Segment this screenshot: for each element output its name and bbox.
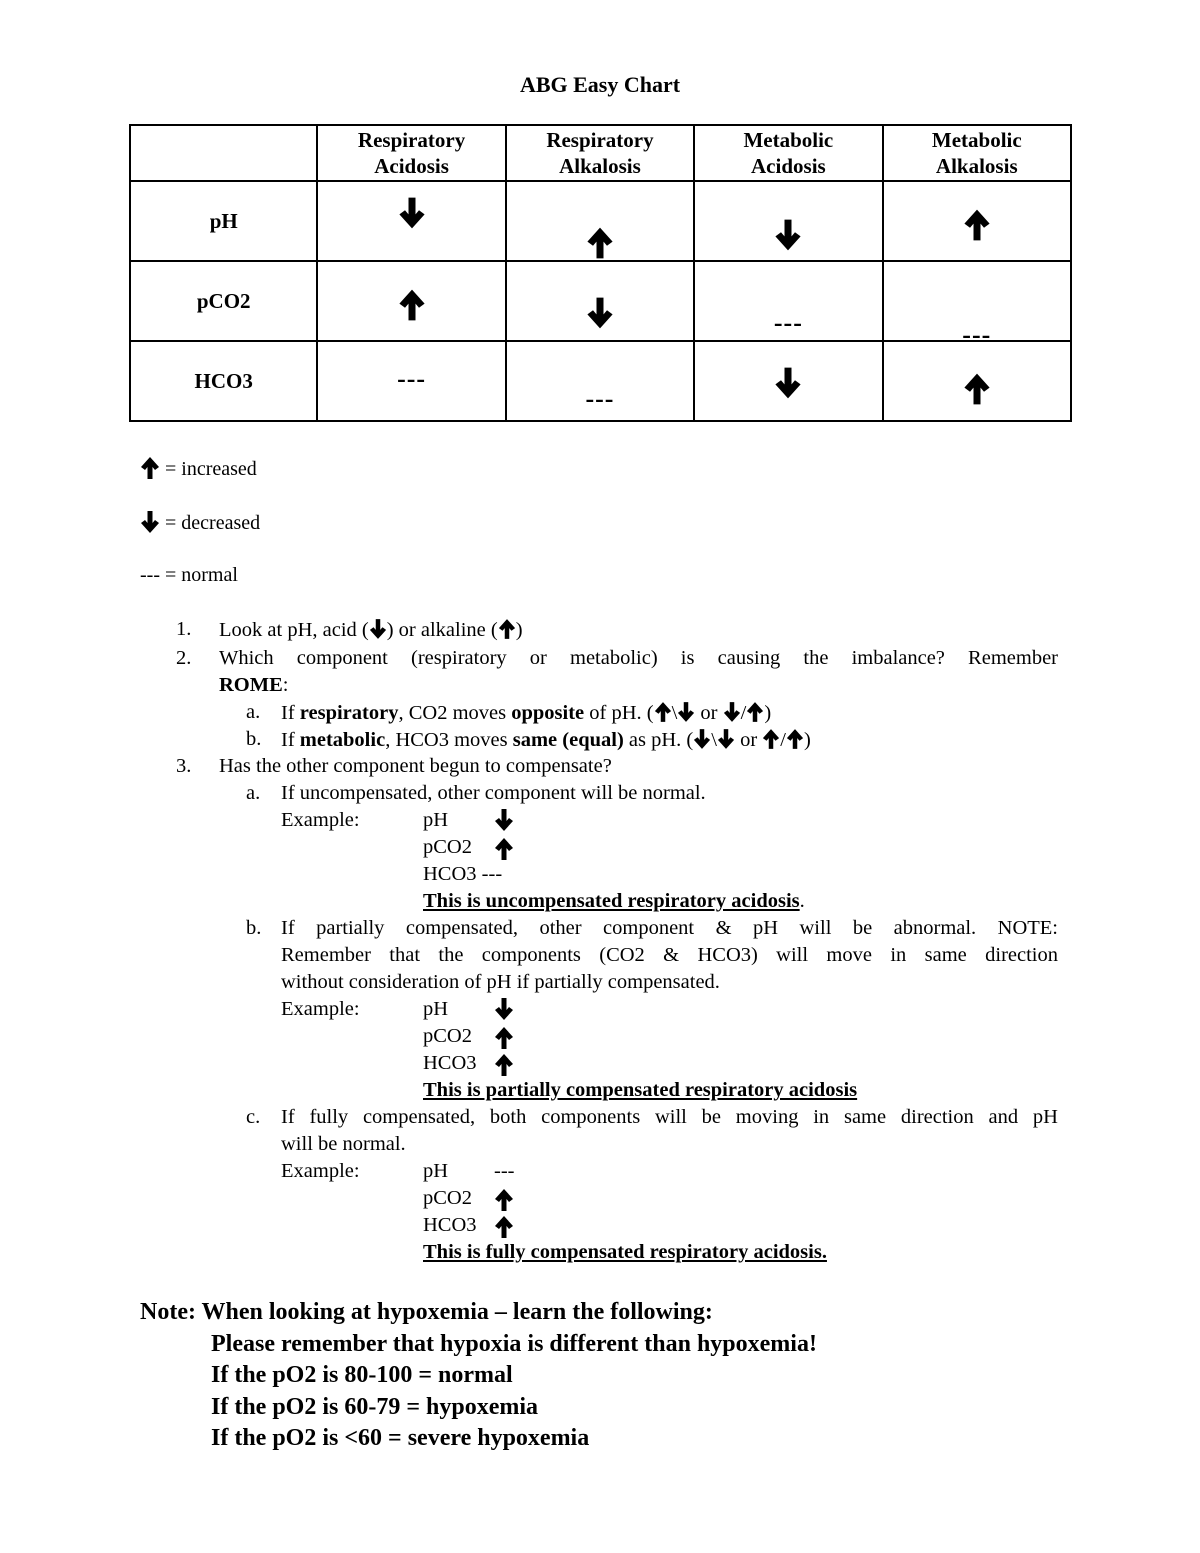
legend-increased: = increased [140,456,257,481]
example-verdict: This is partially compensated respiratory acidosis [423,1079,858,1101]
step-3b-line2: Remember that the components (CO2 & HCO3) will move in same direction [281,944,1058,966]
example-ph: pH [423,809,449,831]
legend-decreased: = decreased [140,510,260,535]
up-arrow-icon [140,456,160,480]
step-2-text: Which component (respiratory or metabolic) is causing the imbalance? Remember [219,647,1058,669]
header-resp-acidosis: Respiratory Acidosis [317,125,505,181]
step-3c-line2: will be normal. [281,1133,406,1155]
abg-table [129,124,1072,422]
example-pco2: pCO2 [423,1187,472,1209]
cell-hco3-resp-acidosis [317,341,505,421]
up-arrow-icon [963,372,991,406]
normal-mark: --- [962,320,992,349]
cell-ph-resp-acidosis [317,181,505,261]
cell-pco2-resp-acidosis [317,261,505,341]
down-arrow-icon [774,366,802,400]
up-arrow-icon [746,701,764,723]
step-2b-text: If metabolic, HCO3 moves same (equal) as pH. ( \ or / ) [281,729,811,751]
down-arrow-icon [398,196,426,230]
down-arrow-icon [140,510,160,534]
cell-hco3-metab-acidosis [694,341,882,421]
up-arrow-icon [494,1215,514,1239]
up-arrow-icon [494,1026,514,1050]
example-verdict: This is uncompensated respiratory acidosis. [423,890,805,912]
list-number: 1. [176,618,192,640]
cell-ph-metab-alkalosis [883,181,1071,261]
header-metab-acidosis: Metabolic Acidosis [694,125,882,181]
down-arrow-icon [369,618,387,640]
step-3a-text: If uncompensated, other component will be normal. [281,782,706,804]
list-letter: a. [246,701,261,723]
list-letter: b. [246,917,262,939]
row-label-pco2: pCO2 [130,261,317,341]
down-arrow-icon [693,728,711,750]
down-arrow-icon [586,296,614,330]
example-ph: pH [423,998,449,1020]
cell-pco2-metab-alkalosis [883,261,1071,349]
cell-pco2-metab-acidosis [694,261,882,341]
table-header-row [130,125,1071,181]
step-2-rome: ROME: [219,674,289,696]
step-3c-line1: If fully compensated, both components will be moving in same direction and pH [281,1106,1058,1128]
cell-hco3-metab-alkalosis [883,341,1071,421]
down-arrow-icon [494,808,514,832]
example-label: Example: [281,998,360,1020]
note-line: Please remember that hypoxia is different than hypoxemia! [211,1331,817,1357]
page-title: ABG Easy Chart [519,72,681,97]
down-arrow-icon [717,728,735,750]
down-arrow-icon [677,701,695,723]
table-row [130,261,1071,341]
step-3-text: Has the other component begun to compensate? [219,755,612,777]
up-arrow-icon [494,837,514,861]
cell-ph-metab-acidosis [694,181,882,261]
cell-hco3-resp-alkalosis [506,341,694,421]
down-arrow-icon [494,997,514,1021]
legend-normal: --- = normal [140,564,238,586]
up-arrow-icon [762,728,780,750]
note-heading: Note: When looking at hypoxemia – learn the following: [140,1299,713,1325]
example-label: Example: [281,1160,360,1182]
up-arrow-icon [398,288,426,322]
step-3b-line3: without consideration of pH if partially compensated. [281,971,720,993]
example-ph: pH [423,1160,449,1182]
up-arrow-icon [963,208,991,242]
list-letter: b. [246,728,262,750]
up-arrow-icon [494,1188,514,1212]
down-arrow-icon [774,218,802,252]
up-arrow-icon [498,618,516,640]
note-line: If the pO2 is 60-79 = hypoxemia [211,1394,539,1420]
normal-mark: --- [397,364,427,393]
row-label-ph: pH [130,181,317,261]
step-1-text: Look at pH, acid ( ) or alkaline ( ) [219,619,523,641]
normal-mark: --- [585,384,615,413]
up-arrow-icon [786,728,804,750]
cell-ph-resp-alkalosis [506,181,694,261]
list-number: 3. [176,755,192,777]
note-line: If the pO2 is 80-100 = normal [211,1362,513,1388]
list-letter: c. [246,1106,261,1128]
header-resp-alkalosis: Respiratory Alkalosis [506,125,694,181]
list-number: 2. [176,647,192,669]
header-empty-cell [130,125,317,181]
up-arrow-icon [494,1053,514,1077]
normal-mark: --- [773,308,803,337]
example-verdict: This is fully compensated respiratory acidosis. [423,1241,827,1263]
example-pco2: pCO2 [423,1025,472,1047]
note-line: If the pO2 is <60 = severe hypoxemia [211,1425,590,1451]
example-ph-value: --- [494,1160,515,1182]
cell-pco2-resp-alkalosis [506,261,694,341]
example-hco3: HCO3 --- [423,863,503,885]
step-3b-line1: If partially compensated, other component & pH will be abnormal. NOTE: [281,917,1058,939]
example-hco3: HCO3 [423,1052,477,1074]
down-arrow-icon [723,701,741,723]
up-arrow-icon [586,226,614,260]
example-pco2: pCO2 [423,836,472,858]
row-label-hco3: HCO3 [130,341,317,421]
list-letter: a. [246,782,261,804]
table-row [130,181,1071,261]
header-metab-alkalosis: Metabolic Alkalosis [883,125,1071,181]
step-2a-text: If respiratory, CO2 moves opposite of pH. ( \ or / ) [281,702,772,724]
up-arrow-icon [654,701,672,723]
table-row [130,341,1071,421]
example-hco3: HCO3 [423,1214,477,1236]
example-label: Example: [281,809,360,831]
